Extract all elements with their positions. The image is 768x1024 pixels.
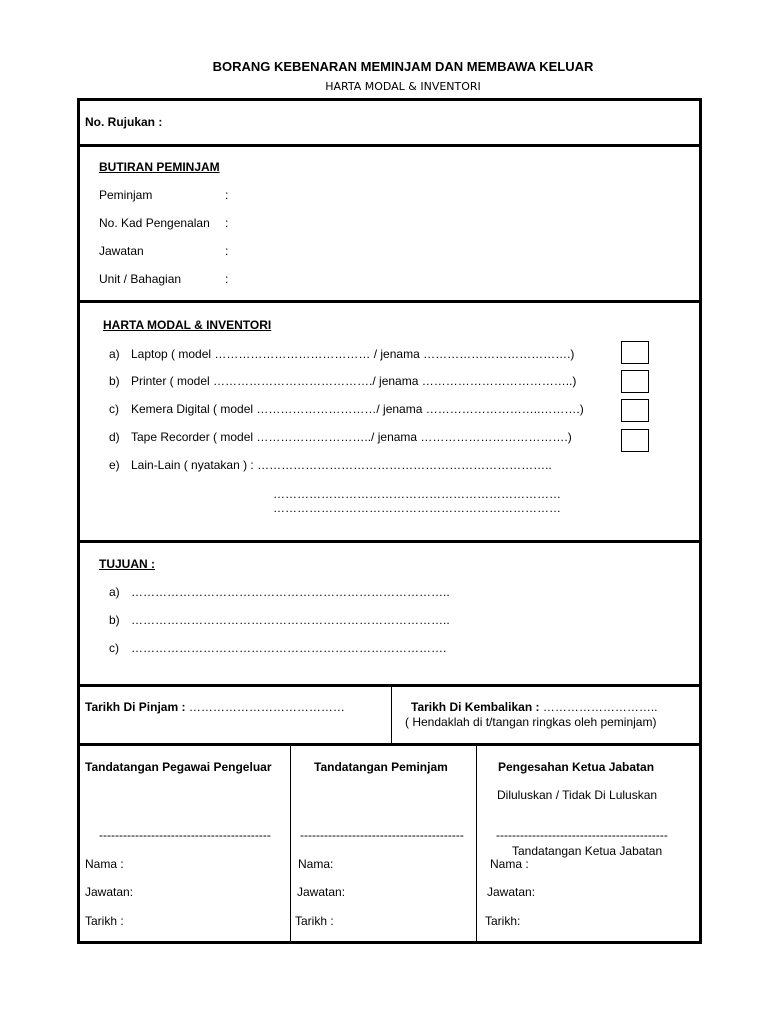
item-text: Tape Recorder ( model ………………………../ jenama ……………………………….) [131,430,572,444]
nama-label: Nama : [490,857,529,871]
item-letter: e) [109,458,120,472]
field-label: Jawatan [99,244,144,258]
dotted-line: ……………………………………………………………… [273,487,561,501]
dotted-line: …………………………………………………………………….. [131,613,450,627]
item-text: Laptop ( model ………………………………… / jenama ……………………………….) [131,347,575,361]
tarikh-pinjam [85,700,345,714]
tarikh-kembali [411,700,658,714]
checkbox[interactable] [621,429,649,452]
item-text: Printer ( model …………………………………./ jenama ………………………………..) [131,374,577,388]
signature-line: ------------------------------------------- [99,828,271,842]
nama-label: Nama: [298,857,334,871]
tarikh-note: ( Hendaklah di t/tangan ringkas oleh peminjam) [405,715,657,729]
divider [476,746,477,941]
divider [77,743,702,746]
field-label: No. Kad Pengenalan [99,216,210,230]
dotted-line: ……………………………………………………………………. [131,641,447,655]
tarikh-pinjam-dots: ………………………………… [188,700,345,714]
divider [77,144,702,147]
item-letter: a) [109,585,120,599]
sig-heading-pegawai: Tandatangan Pegawai Pengeluar [85,760,272,774]
divider [391,687,392,743]
sig-heading-ketua: Pengesahan Ketua Jabatan [498,760,655,774]
item-letter: a) [109,347,120,361]
item-letter: d) [109,430,120,444]
tarikh-label: Tarikh: [485,914,521,928]
divider [77,300,702,303]
form-subtitle: HARTA MODAL & INVENTORI [325,80,481,93]
divider [77,684,702,687]
harta-heading: HARTA MODAL & INVENTORI [103,318,272,332]
divider [290,746,291,941]
field-colon: : [225,216,229,230]
peminjam-heading: BUTIRAN PEMINJAM [99,160,220,174]
field-label: Peminjam [99,188,153,202]
signature-caption: Tandatangan Ketua Jabatan [512,844,663,858]
sig-heading-peminjam: Tandatangan Peminjam [314,760,448,774]
tarikh-label: Tarikh : [295,914,334,928]
tarikh-pinjam-label: Tarikh Di Pinjam : [85,700,186,714]
signature-line: ------------------------------------------- [496,828,668,842]
dotted-line: ……………………………………………………………… [273,501,561,515]
tujuan-heading: TUJUAN : [99,557,155,571]
item-text: Lain-Lain ( nyatakan ) : ……………………………………………………………….. [131,458,552,472]
nama-label: Nama : [85,857,124,871]
field-colon: : [225,272,229,286]
rujukan-label: No. Rujukan : [85,115,163,129]
form-title: BORANG KEBENARAN MEMINJAM DAN MEMBAWA KELUAR [212,59,594,74]
tarikh-kembali-label: Tarikh Di Kembalikan : [411,700,540,714]
tarikh-kembali-dots: ……………………….. [542,700,658,714]
item-letter: b) [109,374,120,388]
item-text: Kemera Digital ( model …………………………/ jenama ………………………..……….) [131,402,584,416]
item-letter: b) [109,613,120,627]
item-letter: c) [109,402,119,416]
divider [77,540,702,543]
tarikh-label: Tarikh : [85,914,124,928]
checkbox[interactable] [621,370,649,393]
field-colon: : [225,188,229,202]
field-label: Unit / Bahagian [99,272,182,286]
jawatan-label: Jawatan: [297,885,346,899]
field-colon: : [225,244,229,258]
dotted-line: …………………………………………………………………….. [131,585,450,599]
signature-line: ----------------------------------------- [300,828,464,842]
jawatan-label: Jawatan: [85,885,134,899]
approval-status: Diluluskan / Tidak Di Luluskan [497,788,658,802]
item-letter: c) [109,641,119,655]
jawatan-label: Jawatan: [487,885,536,899]
checkbox[interactable] [621,341,649,364]
checkbox[interactable] [621,399,649,422]
